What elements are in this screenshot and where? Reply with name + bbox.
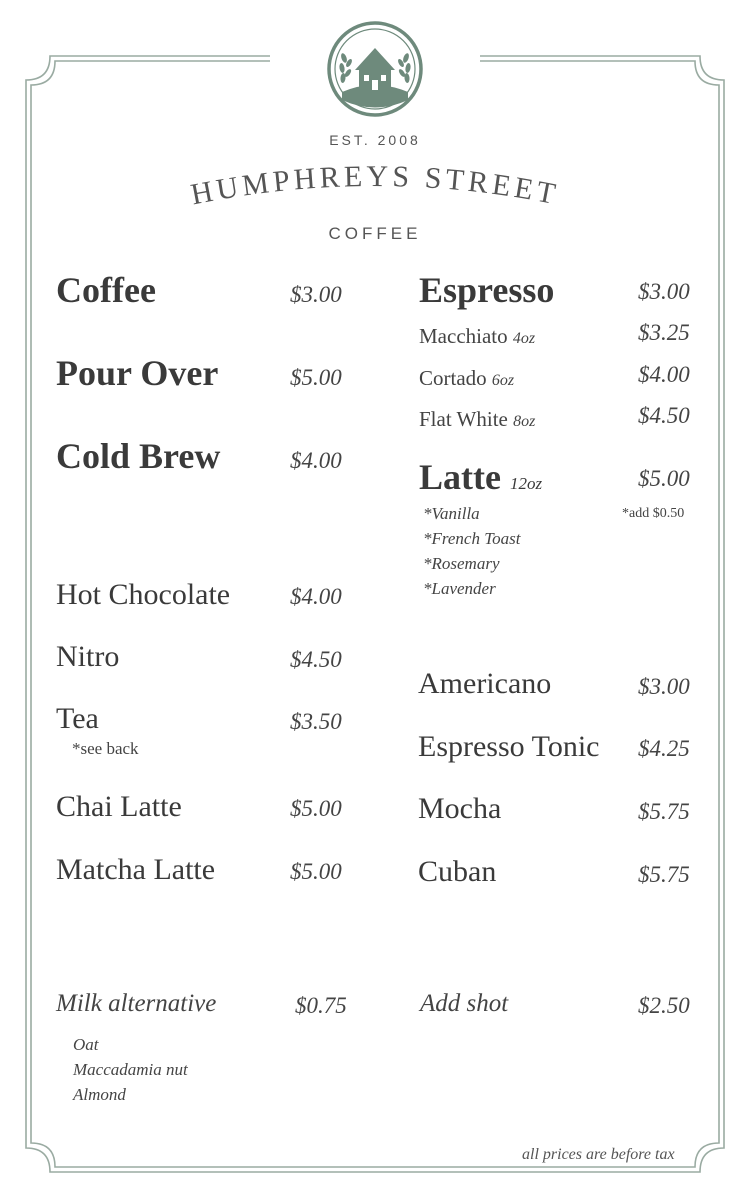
price-nitro: $4.50 [290,647,342,672]
shop-name-text: HUMPHREYS STREET [188,160,562,212]
flavor-vanilla: *Vanilla [423,504,480,523]
menu-item-latte: Latte 12oz [419,457,543,497]
menu-item-nitro: Nitro [56,640,120,673]
menu-item-espresso-tonic: Espresso Tonic [418,730,600,763]
macchiato-size: 4oz [512,330,536,347]
established-year: EST. 2008 [329,132,421,148]
price-hot-chocolate: $4.00 [290,584,342,609]
milk-alternative-label: Milk alternative [56,990,217,1017]
price-latte: $5.00 [638,466,690,491]
menu-item-tea: Tea [56,702,99,735]
menu-item-cuban: Cuban [418,855,497,888]
price-macchiato: $3.25 [638,320,690,345]
price-tea: $3.50 [290,709,342,734]
price-pour-over: $5.00 [290,365,342,390]
svg-text:HUMPHREYS STREET [188,160,562,211]
menu-item-matcha-latte: Matcha Latte [56,853,216,886]
menu-item-americano: Americano [418,667,552,700]
flavor-lavender: *Lavender [423,579,496,598]
menu-item-cold-brew: Cold Brew [56,436,221,476]
price-flat-white: $4.50 [638,403,690,428]
price-americano: $3.00 [638,674,690,699]
price-chai-latte: $5.00 [290,796,342,821]
tea-note: *see back [72,739,139,758]
menu-item-hot-chocolate: Hot Chocolate [56,578,231,611]
flat-white-size: 8oz [513,413,536,430]
menu-item-cortado: Cortado 6oz [419,366,515,390]
menu-item-chai-latte: Chai Latte [56,790,182,823]
price-mocha: $5.75 [638,799,690,824]
menu-item-flat-white: Flat White 8oz [419,407,536,431]
flavor-add-note: *add $0.50 [622,506,685,521]
menu-item-macchiato: Macchiato 4oz [419,324,536,348]
cortado-size: 6oz [491,372,515,389]
milk-option-macadamia: Maccadamia nut [73,1060,188,1079]
price-coffee: $3.00 [290,282,342,307]
add-shot-label: Add shot [420,990,509,1017]
price-cuban: $5.75 [638,862,690,887]
price-milk-alternative: $0.75 [295,993,347,1018]
menu-item-coffee: Coffee [56,270,156,310]
milk-option-almond: Almond [73,1085,126,1104]
price-cortado: $4.00 [638,362,690,387]
price-add-shot: $2.50 [638,993,690,1018]
price-espresso: $3.00 [638,279,690,304]
house-with-laurel-icon [326,20,424,118]
menu-item-espresso: Espresso [419,270,555,310]
shop-name [150,160,600,220]
milk-option-oat: Oat [73,1035,99,1054]
flavor-rosemary: *Rosemary [423,554,500,573]
price-espresso-tonic: $4.25 [638,736,690,761]
shop-subtitle: COFFEE [328,224,422,243]
price-matcha-latte: $5.00 [290,859,342,884]
flavor-french-toast: *French Toast [423,529,521,548]
latte-size: 12oz [509,474,543,493]
tax-note: all prices are before tax [522,1146,675,1163]
menu-item-mocha: Mocha [418,792,502,825]
price-cold-brew: $4.00 [290,448,342,473]
menu-item-pour-over: Pour Over [56,353,219,393]
